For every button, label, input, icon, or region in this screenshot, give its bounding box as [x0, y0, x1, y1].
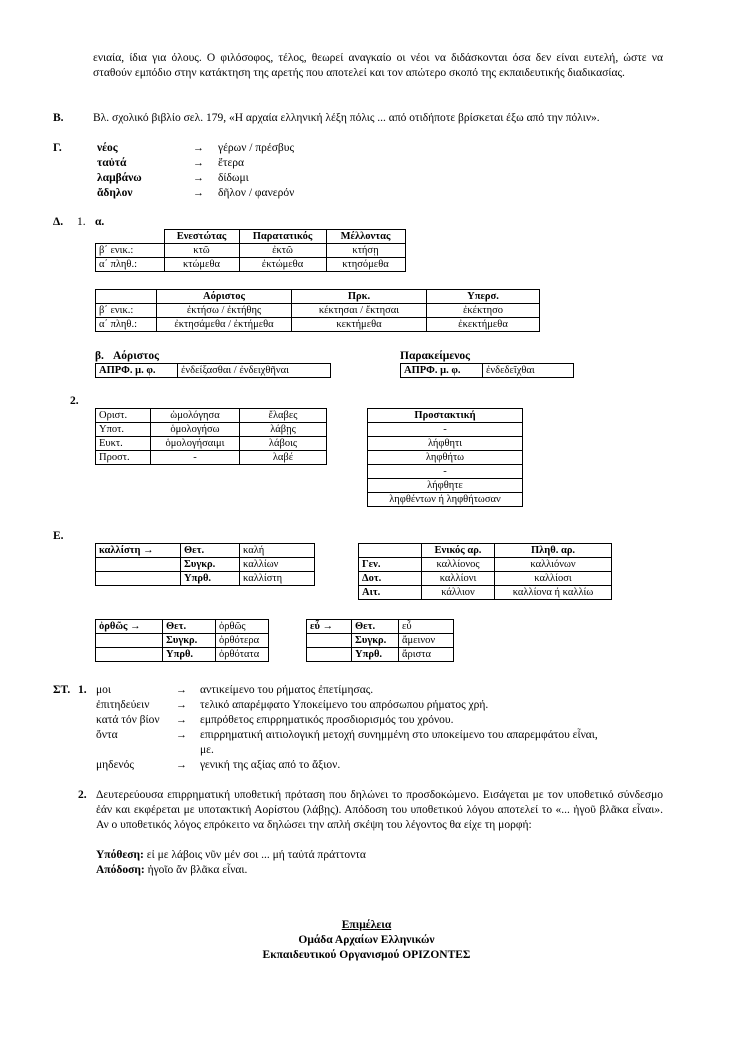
aorist-infinitive-table — [95, 363, 331, 378]
moods-table — [95, 408, 327, 465]
header-cell: Πρκ. — [292, 290, 427, 304]
section-b-text: Βλ. σχολικό βιβλίο σελ. 179, «Η αρχαία ελληνική λέξη πόλις ... από οτιδήποτε βρίσκεται έξω από την πόλιν». — [93, 112, 600, 124]
d-sub1: 1. — [77, 216, 86, 228]
table-cell: κτήσῃ — [326, 244, 405, 258]
st-word: μοι — [96, 684, 112, 696]
e-word: καλλίστη — [99, 545, 141, 556]
table-cell: καλλιόνων — [495, 558, 612, 572]
table-cell: λήφθητι — [368, 437, 523, 451]
table-cell: κτησόμεθα — [326, 258, 405, 272]
arrow-icon: → — [143, 545, 154, 556]
row-label: ΑΠΡΦ. μ. φ. — [96, 364, 178, 378]
arrow-icon: → — [193, 187, 204, 199]
table-cell: καλλίστη — [240, 572, 315, 586]
apodosis-line — [96, 863, 247, 877]
g-answer: ἕτερα — [218, 157, 245, 169]
header-cell: Αόριστος — [157, 290, 292, 304]
footer-title: Επιμέλεια — [341, 919, 392, 931]
row-label: Οριστ. — [96, 409, 151, 423]
st-text: αντικείμενο του ρήματος ἐπετίμησας. — [200, 684, 374, 696]
table-cell: κάλλιον — [422, 586, 495, 600]
st-sub1: 1. — [78, 684, 87, 696]
orthos-table — [95, 619, 269, 662]
header-cell: Ενεστώτας — [164, 230, 239, 244]
g-word: νέος — [97, 142, 118, 154]
g-answer: δῆλον / φανερόν — [218, 187, 295, 199]
section-g-label: Γ. — [53, 142, 62, 154]
header-cell: Ενικός αρ. — [422, 544, 495, 558]
d-sub1a: α. — [95, 216, 105, 228]
table-cell: - — [368, 423, 523, 437]
table-cell: Συγκρ. — [181, 558, 240, 572]
table-cell: Θετ. — [181, 544, 240, 558]
row-label: Υποτ. — [96, 423, 151, 437]
st-word: κατά τόν βίον — [96, 714, 160, 726]
table-cell: ὡμολόγησα — [151, 409, 240, 423]
table-cell — [307, 620, 352, 634]
arrow-icon: → — [176, 759, 187, 771]
row-label: β΄ ενικ.: — [96, 304, 157, 318]
table-cell: καλλίονος — [422, 558, 495, 572]
section-d-label: Δ. — [53, 216, 64, 228]
section-st-label: ΣΤ. — [53, 684, 71, 696]
header-cell: Πληθ. αρ. — [495, 544, 612, 558]
arrow-icon: → — [130, 621, 141, 632]
intro-paragraph: ενιαία, ίδια για όλους. Ο φιλόσοφος, τέλος, θεωρεί αναγκαίο οι νέοι να διδάσκονται όσα δεν είναι ευτελή, ώστε να σταθούν εμπόδιο στην κατάκτηση της αρετής που αποτελεί και τον απώτερο σκοπό της εκπαιδευτικής διαδικασίας. — [93, 52, 663, 79]
header-cell: Προστακτική — [368, 409, 523, 423]
arrow-icon: → — [176, 699, 187, 711]
table-cell: καλλίονα ή καλλίω — [495, 586, 612, 600]
header-cell: Μέλλοντας — [326, 230, 405, 244]
table-cell: λήφθητε — [368, 479, 523, 493]
st-text: γενική της αξίας από το ἄξιον. — [200, 759, 341, 771]
e-word: ὀρθῶς — [99, 621, 128, 632]
table-cell: ἐκεκτήμεθα — [427, 318, 540, 332]
st-word: μηδενός — [96, 759, 134, 771]
table-cell: ληφθήτω — [368, 451, 523, 465]
table-cell — [96, 544, 181, 558]
perfect-infinitive-table — [400, 363, 574, 378]
table-cell: - — [151, 451, 240, 465]
apodosis-text: ἡγοῖο ἄν βλᾶκα εἶναι. — [147, 864, 248, 876]
table-cell: κεκτήμεθα — [292, 318, 427, 332]
arrow-icon: → — [176, 714, 187, 726]
arrow-icon: → — [176, 729, 187, 741]
table-cell: ὀρθῶς — [216, 620, 269, 634]
table-cell: ἐνδεδεῖχθαι — [483, 364, 574, 378]
table-cell: καλλίονι — [422, 572, 495, 586]
e-word: εὖ — [310, 621, 320, 632]
row-label: Δοτ. — [359, 572, 422, 586]
st-paragraph: Δευτερεύουσα επιρρηματική υποθετική πρόταση που δηλώνει το προσδοκώμενο. Εισάγεται με τον υποθετικό σύνδεσμο ἐάν και εκφέρεται με υποτακτική Αορίστου (λάβῃς). Απόδοση του υποθετικού λόγου αποτελεί το «... ἡγοῦ βλᾶκα εἶναι». Αν ο υποθετικός λόγος επρόκειτο να δηλώσει την απλή σκέψη του λέγοντος θα είχε τη μορφή: — [96, 789, 663, 831]
table-cell: ἐκτησάμεθα / ἐκτήμεθα — [157, 318, 292, 332]
row-label: α΄ πληθ.: — [96, 318, 157, 332]
table-cell: ἄμεινον — [399, 634, 454, 648]
table-cell: καλλίων — [240, 558, 315, 572]
g-word: ἄδηλον — [97, 187, 133, 199]
table-cell: ληφθέντων ή ληφθήτωσαν — [368, 493, 523, 507]
table-cell — [96, 620, 163, 634]
table-cell: ἄριστα — [399, 648, 454, 662]
g-word: λαμβάνω — [97, 172, 142, 184]
row-label: ΑΠΡΦ. μ. φ. — [401, 364, 483, 378]
row-label: Ευκτ. — [96, 437, 151, 451]
declension-table — [358, 543, 612, 600]
arrow-icon: → — [322, 621, 334, 632]
imperative-table — [367, 408, 523, 507]
hypothesis-line — [96, 848, 366, 862]
header-cell: Παρατατικός — [239, 230, 326, 244]
arrow-icon: → — [193, 172, 204, 184]
footer-line1: Ομάδα Αρχαίων Ελληνικών — [298, 934, 435, 946]
section-e-label: Ε. — [53, 530, 64, 542]
tense-table-1 — [95, 229, 406, 272]
table-cell: ὀρθότερα — [216, 634, 269, 648]
table-cell: - — [368, 465, 523, 479]
table-cell: ἐνδείξασθαι / ἐνδειχθῆναι — [178, 364, 331, 378]
row-label: Γεν. — [359, 558, 422, 572]
hypothesis-label: Υπόθεση: — [96, 849, 144, 861]
table-cell: κέκτησαι / ἔκτησαι — [292, 304, 427, 318]
st-word: ὄντα — [96, 729, 118, 741]
table-cell: ὁμολογήσαιμι — [151, 437, 240, 451]
st-text: επιρρηματική αιτιολογική μετοχή συνημμένη στο υποκείμενο του απαρεμφάτου εἶναι, — [200, 729, 598, 741]
perfect-title: Παρακείμενος — [400, 350, 470, 362]
table-cell: ἐκτῶ — [239, 244, 326, 258]
table-cell: Υπρθ. — [163, 648, 216, 662]
arrow-icon: → — [193, 157, 204, 169]
section-b-label: Β. — [53, 112, 64, 124]
table-cell: εὖ — [399, 620, 454, 634]
table-cell: Υπρθ. — [352, 648, 399, 662]
eu-table — [306, 619, 454, 662]
d-sub2: 2. — [70, 395, 79, 407]
header-cell: Υπερσ. — [427, 290, 540, 304]
st-word: ἐπιτηδεύειν — [96, 699, 150, 711]
row-label: Αιτ. — [359, 586, 422, 600]
g-answer: γέρων / πρέσβυς — [218, 142, 295, 154]
hypothesis-text: εἰ με λάβοις νῦν μέν σοι ... μή ταὐτά πράττοντα — [146, 849, 366, 861]
table-cell: ὁμολογήσω — [151, 423, 240, 437]
st-text: τελικό απαρέμφατο Υποκείμενο του απρόσωπου ρήματος χρή. — [200, 699, 489, 711]
table-cell: ἐκτώμεθα — [239, 258, 326, 272]
tense-table-2 — [95, 289, 540, 332]
table-cell: λαβέ — [240, 451, 327, 465]
table-cell: καλλίοσι — [495, 572, 612, 586]
row-label: β΄ ενικ.: — [96, 244, 165, 258]
table-cell: ἔλαβες — [240, 409, 327, 423]
table-cell: Θετ. — [163, 620, 216, 634]
table-cell: ἐκτήσω / ἐκτήθης — [157, 304, 292, 318]
table-cell: ἐκέκτησο — [427, 304, 540, 318]
aorist-title: Αόριστος — [113, 350, 159, 362]
table-cell: κτώμεθα — [164, 258, 239, 272]
st-text: με. — [200, 744, 214, 756]
kallisti-table — [95, 543, 315, 586]
table-cell: Υπρθ. — [181, 572, 240, 586]
arrow-icon: → — [176, 684, 187, 696]
table-cell: ὀρθότατα — [216, 648, 269, 662]
st-text: εμπρόθετος επιρρηματικός προσδιορισμός του χρόνου. — [200, 714, 454, 726]
row-label: Προστ. — [96, 451, 151, 465]
table-cell: λάβῃς — [240, 423, 327, 437]
d-beta-label: β. — [95, 350, 104, 362]
table-cell: Συγκρ. — [352, 634, 399, 648]
st-sub2: 2. — [78, 789, 87, 801]
g-word: ταὐτά — [97, 157, 127, 169]
table-cell: καλή — [240, 544, 315, 558]
table-cell: Θετ. — [352, 620, 399, 634]
g-answer: δίδωμι — [218, 172, 249, 184]
table-cell: κτῶ — [164, 244, 239, 258]
footer-line2: Εκπαιδευτικού Οργανισμού ΟΡΙΖΟΝΤΕΣ — [262, 949, 471, 961]
apodosis-label: Απόδοση: — [96, 864, 145, 876]
table-cell: Συγκρ. — [163, 634, 216, 648]
arrow-icon: → — [193, 142, 204, 154]
table-cell: λάβοις — [240, 437, 327, 451]
row-label: α΄ πληθ.: — [96, 258, 165, 272]
